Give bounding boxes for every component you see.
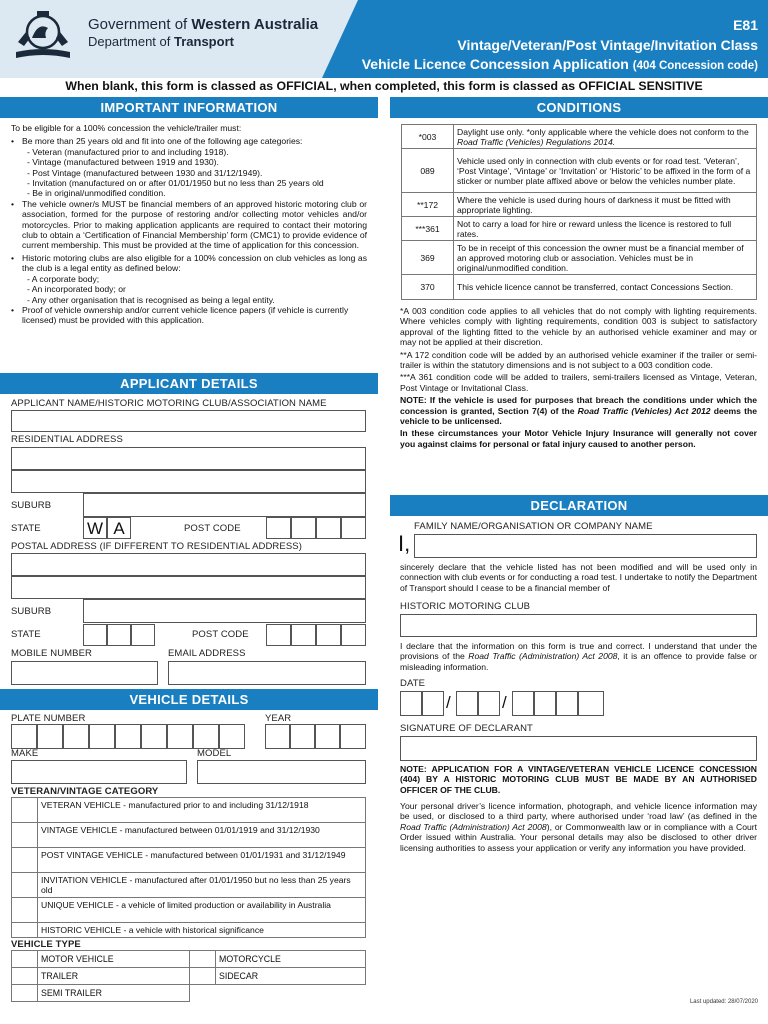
form-code: E81 (733, 17, 758, 33)
applicant-heading: APPLICANT DETAILS (0, 373, 378, 394)
condition-code-361: ***361 (402, 217, 454, 241)
bullet1-text: Be more than 25 years old and fit into one of the following age categories: (22, 136, 303, 147)
plate-label: PLATE NUMBER (11, 713, 86, 724)
category-table (11, 797, 366, 938)
category-row (12, 848, 366, 873)
postal-address-input-1[interactable] (11, 553, 366, 576)
condition-text-369: To be in receipt of this concession the owner must be a financial member of an approved motoring club or association. Vehicles must be in original/unmodified condition. (454, 241, 757, 275)
declarant-i: I, (398, 531, 411, 556)
suburb2-label: SUBURB (11, 606, 52, 617)
club-officer-note: NOTE: APPLICATION FOR A VINTAGE/VETERAN VEHICLE LICENCE CONCESSION (404) BY A HISTORIC MOTORING CLUB MUST BE MADE BY AN AUTHORISED OFFICER OF THE CLUB. (400, 764, 757, 795)
note-insurance: In these circumstances your Motor Vehicle Injury Insurance will generally not cover you against claims for personal or fatal injury caused to another person. (400, 428, 757, 449)
bullet2-text: The vehicle owner/s MUST be financial members of an approved historic motoring club or association, formed for the purpose of restoring and/or collecting motor vehicles and/or motorcycles. Prior to making application applicants are required to contact their motoring club to obtain a ‘Certification of Financial Membership’ form (CMC1) to provide evidence of current membership. This must be provided at the time of application for this concession. (22, 198, 367, 251)
date-label: DATE (400, 678, 426, 689)
important-bullet2: • The vehicle owner/s MUST be financial members of an approved historic motoring club or association, formed for the purpose of restoring and/or collecting motor vehicles and/or motorcycles. Prior to making application applicants are required to contact their motoring club to obtain a ‘Certification of Financial Membership’ form (CMC1) to provide evidence of current membership. This must be provided at the time of application for this concession. (11, 198, 367, 251)
important-heading: IMPORTANT INFORMATION (0, 97, 378, 118)
condition-row (402, 149, 757, 193)
mobile-input[interactable] (11, 661, 158, 685)
declaration-heading: DECLARATION (390, 495, 768, 516)
model-input[interactable] (197, 760, 366, 784)
condition-text-089: Vehicle used only in connection with club events or for road test. ‘Veteran’, ‘Post Vintage’, ‘Vintage’ or ‘Invitation’ or ‘Historic’ to be affixed in the form of a sticker or number plate affixed above or below the vehicles number plate. (454, 149, 757, 193)
postcode-label: POST CODE (184, 523, 241, 534)
category-invitation: INVITATION VEHICLE - manufactured after 01/01/1950 but no less than 25 years old (38, 873, 366, 898)
note-breach: NOTE: If the vehicle is used for purposes that breach the conditions under which the concession is granted, Section 7(4) of the Road Traffic (Vehicles) Act 2012 deems the vehicle to be unlicensed. (400, 395, 757, 427)
last-updated: Last updated: 28/07/2020 (689, 999, 758, 1005)
category-row (12, 898, 366, 923)
condition-code-003: *003 (402, 125, 454, 149)
condition-row (402, 241, 757, 275)
age-post-vintage: - Post Vintage (manufactured between 1930 and 31/12/1949). (27, 167, 263, 178)
category-checkbox-vintage[interactable] (12, 823, 38, 848)
dept-bold: Transport (174, 34, 234, 49)
declaration-true-text: I declare that the information on this form is true and correct. I understand that under the provisions of the Road Traffic (Administration) Act 2008, it is an offence to provide false or misleading information. (400, 641, 757, 672)
age-original: - Be in original/unmodified condition. (27, 188, 166, 199)
gov-title (88, 16, 318, 33)
condition-code-369: 369 (402, 241, 454, 275)
bullet4-text: Proof of vehicle ownership and/or current vehicle licence papers (if vehicle is currently licensed) must be provided with this application. (22, 304, 349, 326)
condition-row (402, 217, 757, 241)
entity-other: - Any other organisation that is recognised as being a legal entity. (27, 294, 275, 305)
category-checkbox-invitation[interactable] (12, 873, 38, 898)
club-input[interactable] (400, 614, 757, 637)
age-invitation: - Invitation (manufactured on or after 01/01/1950 but no less than 25 years old (27, 178, 324, 189)
type-sidecar: SIDECAR (216, 968, 366, 985)
wa-crest-icon (10, 8, 76, 66)
important-bullet4: • Proof of vehicle ownership and/or current vehicle licence papers (if vehicle is currently licensed) must be provided with this application. (11, 304, 349, 326)
state2-label: STATE (11, 629, 41, 640)
family-name-label: FAMILY NAME/ORGANISATION OR COMPANY NAME (414, 521, 653, 532)
residential-address-input-1[interactable] (11, 447, 366, 470)
state-box-a: A (107, 517, 131, 539)
form-title-line2 (362, 56, 758, 72)
type-checkbox-motor-vehicle[interactable] (12, 951, 38, 968)
important-info (11, 123, 367, 326)
residential-address-label: RESIDENTIAL ADDRESS (11, 434, 123, 445)
state-label: STATE (11, 523, 41, 534)
type-checkbox-motorcycle[interactable] (190, 951, 216, 968)
gov-line1-prefix: Government of (88, 16, 192, 33)
email-label: EMAIL ADDRESS (168, 648, 246, 659)
legal-entities (11, 274, 367, 305)
condition-row (402, 275, 757, 300)
condition-code-172: **172 (402, 193, 454, 217)
email-input[interactable] (168, 661, 366, 685)
category-label: VETERAN/VINTAGE CATEGORY (11, 786, 159, 797)
postal-address-label: POSTAL ADDRESS (IF DIFFERENT TO RESIDENTIAL ADDRESS) (11, 541, 302, 552)
form-title-line1: Vintage/Veteran/Post Vintage/Invitation Class (457, 37, 758, 53)
mobile-label: MOBILE NUMBER (11, 648, 93, 659)
form-title-main: Vehicle Licence Concession Application (361, 56, 629, 72)
declaration-text: sincerely declare that the vehicle listed has not been modified and will be used only in connection with club events or for conducting a road test. I undertake to notify the Department of Transport should I cease to be a financial member of (400, 562, 757, 593)
type-checkbox-sidecar[interactable] (190, 968, 216, 985)
type-checkbox-semi-trailer[interactable] (12, 985, 38, 1002)
applicant-name-input[interactable] (11, 410, 366, 432)
category-checkbox-post-vintage[interactable] (12, 848, 38, 873)
postal-address-input-2[interactable] (11, 576, 366, 599)
date-separator: / (446, 693, 451, 712)
condition-row (402, 125, 757, 149)
applicant-name-label: APPLICANT NAME/HISTORIC MOTORING CLUB/ASSOCIATION NAME (11, 398, 327, 409)
privacy-text: Your personal driver’s licence information, photograph, and vehicle licence information may be used, or disclosed to a third party, where authorised under ‘road law’ (as defined in the Road Traffic (Administration) Act 2008), or Commonwealth law or in compliance with a Court Order issued within Australia. Your personal details may also be disclosed to other driver licensing authorities to assess your application or verify any information you have provided. (400, 801, 758, 853)
type-motorcycle: MOTORCYCLE (216, 951, 366, 968)
condition-text-370: This vehicle licence cannot be transferred, contact Concessions Section. (454, 275, 757, 300)
date-separator: / (502, 693, 507, 712)
conditions-heading: CONDITIONS (390, 97, 768, 118)
gov-line1-bold: Western Australia (191, 16, 319, 33)
category-row (12, 823, 366, 848)
dept-prefix: Department of (88, 34, 174, 49)
make-label: MAKE (11, 748, 39, 759)
category-unique: UNIQUE VEHICLE - a vehicle of limited production or availability in Australia (38, 898, 366, 923)
signature-input[interactable] (400, 736, 757, 761)
vehicle-heading: VEHICLE DETAILS (0, 689, 378, 710)
form-title-code: (404 Concession code) (632, 60, 758, 72)
note-003: *A 003 condition code applies to all vehicles that do not comply with lighting requirements. Where vehicles comply with lighting requirements, condition 003 is subject to satisfactory approval of the lighting fitted to the vehicle by an authorised vehicle examiner and may or may not be applied at their discretion. (400, 306, 757, 348)
conditions-notes (400, 306, 757, 449)
condition-row (402, 193, 757, 217)
category-row (12, 873, 366, 898)
condition-code-089: 089 (402, 149, 454, 193)
signature-label: SIGNATURE OF DECLARANT (400, 723, 533, 734)
conditions-table (401, 124, 757, 300)
condition-text-361: Not to carry a load for hire or reward unless the licence is restored to full rates. (454, 217, 757, 241)
vehicle-type-table (11, 950, 366, 1002)
category-vintage: VINTAGE VEHICLE - manufactured between 01/01/1919 and 31/12/1930 (38, 823, 366, 848)
category-veteran: VETERAN VEHICLE - manufactured prior to and including 31/12/1918 (38, 798, 366, 823)
age-categories (11, 147, 367, 199)
type-semi-trailer: SEMI TRAILER (38, 985, 190, 1002)
entity-incorporated: - An incorporated body; or (27, 284, 126, 295)
postal-suburb-input[interactable] (83, 599, 366, 623)
category-checkbox-unique[interactable] (12, 898, 38, 923)
condition-text-003: Daylight use only. *only applicable where the vehicle does not conform to the Road Traffic (Vehicles) Regulations 2014. (454, 125, 757, 149)
category-checkbox-veteran[interactable] (12, 798, 38, 823)
age-veteran: - Veteran (manufactured prior to and including 1918). (27, 146, 229, 157)
family-name-input[interactable] (414, 534, 757, 558)
residential-address-input-2[interactable] (11, 470, 366, 493)
age-vintage: - Vintage (manufactured between 1919 and 1930). (27, 157, 219, 168)
important-intro: To be eligible for a 100% concession the vehicle/trailer must: (11, 123, 242, 133)
category-post-vintage: POST VINTAGE VEHICLE - manufactured between 01/01/1931 and 31/12/1949 (38, 848, 366, 873)
make-input[interactable] (11, 760, 187, 784)
important-bullet1: • Be more than 25 years old and fit into one of the following age categories: (11, 136, 303, 147)
entity-corporate: - A corporate body; (27, 273, 100, 284)
category-row (12, 923, 366, 938)
club-label: HISTORIC MOTORING CLUB (400, 601, 531, 612)
model-label: MODEL (197, 748, 232, 759)
classification-text: When blank, this form is classed as OFFICIAL, when completed, this form is classed as OFFICIAL SENSITIVE (65, 79, 703, 93)
condition-text-172: Where the vehicle is used during hours of darkness it must be fitted with appropriate lighting. (454, 193, 757, 217)
suburb-input[interactable] (83, 493, 366, 517)
vehicle-type-label: VEHICLE TYPE (11, 939, 81, 950)
category-checkbox-historic[interactable] (12, 923, 38, 938)
category-historic: HISTORIC VEHICLE - a vehicle with historical significance (38, 923, 366, 938)
condition-code-370: 370 (402, 275, 454, 300)
postcode2-label: POST CODE (192, 629, 249, 640)
state-box-w: W (83, 517, 107, 539)
type-checkbox-trailer[interactable] (12, 968, 38, 985)
note-172: **A 172 condition code will be added by an authorised vehicle examiner if the trailer or semi-trailer is within the statutory dimensions and is not subject to a 003 condition code. (400, 349, 757, 371)
type-trailer: TRAILER (38, 968, 190, 985)
bullet3-text: Historic motoring clubs are also eligible for a 100% concession on club vehicles as long as the club is a legal entity as defined below: (22, 252, 367, 274)
category-row (12, 798, 366, 823)
year-label: YEAR (265, 713, 292, 724)
dept-title (88, 34, 234, 49)
type-motor-vehicle: MOTOR VEHICLE (38, 951, 190, 968)
important-bullet3: • Historic motoring clubs are also eligible for a 100% concession on club vehicles as long as the club is a legal entity as defined below: (11, 252, 367, 274)
note-361: ***A 361 condition code will be added to trailers, semi-trailers licensed as Vintage, Veteran, Post Vintage or Invitational Class. (400, 372, 757, 393)
suburb-label: SUBURB (11, 500, 52, 511)
